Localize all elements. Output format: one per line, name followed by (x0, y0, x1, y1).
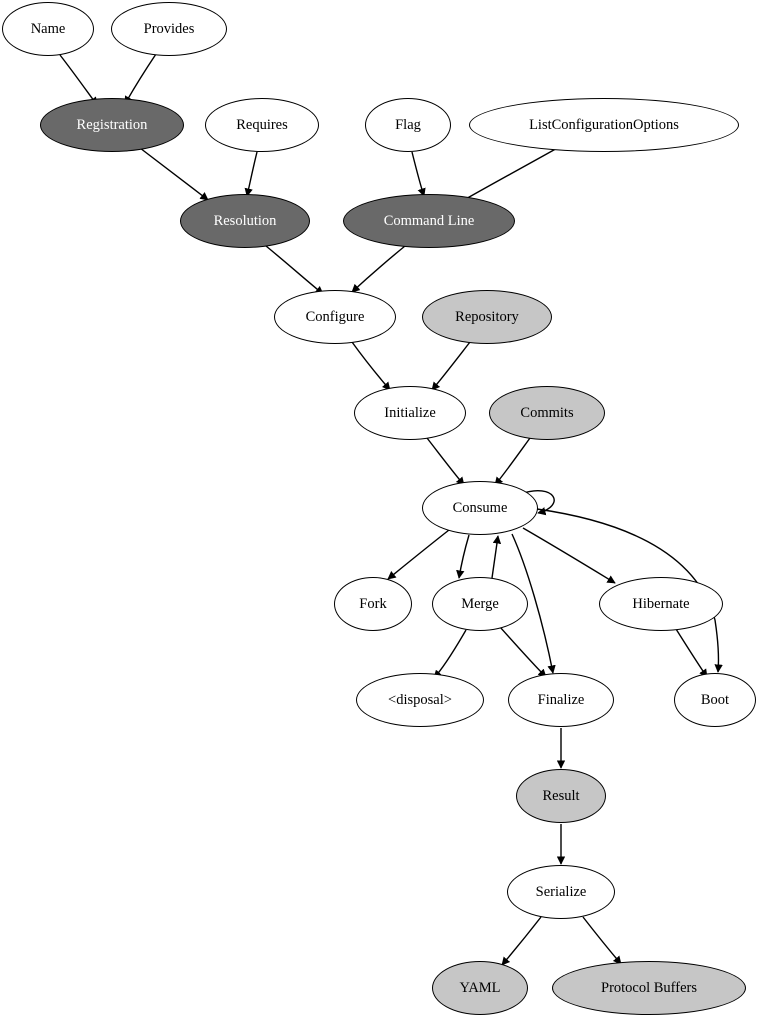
node-label: Serialize (535, 883, 587, 900)
node-requires[interactable] (205, 98, 319, 152)
node-label: Merge (461, 595, 499, 612)
node-label: ListConfigurationOptions (529, 116, 679, 133)
node-result[interactable] (516, 769, 606, 823)
node-label: Initialize (384, 404, 436, 421)
node-label: Requires (236, 116, 288, 133)
node-configure[interactable] (274, 290, 396, 344)
node-label: Consume (452, 499, 508, 516)
node-consume[interactable] (422, 481, 538, 535)
node-label: Name (30, 20, 66, 37)
node-label: Hibernate (632, 595, 690, 612)
node-disposal[interactable] (356, 673, 484, 727)
node-resolution[interactable] (180, 194, 310, 248)
node-commits[interactable] (489, 386, 605, 440)
node-listconfigurationoptions[interactable] (469, 98, 739, 152)
node-name[interactable] (2, 2, 94, 56)
node-protocol-buffers[interactable] (552, 961, 746, 1015)
node-label: Commits (520, 404, 574, 421)
node-serialize[interactable] (507, 865, 615, 919)
node-label: Resolution (213, 212, 277, 229)
node-label: YAML (459, 979, 501, 996)
node-label: Result (542, 787, 580, 804)
node-label: <disposal> (388, 691, 452, 708)
node-label: Registration (76, 116, 148, 133)
node-repository[interactable] (422, 290, 552, 344)
node-label: Command Line (383, 212, 475, 229)
node-registration[interactable] (40, 98, 184, 152)
node-finalize[interactable] (508, 673, 614, 727)
node-merge[interactable] (432, 577, 528, 631)
node-label: Configure (305, 308, 365, 325)
node-label: Boot (700, 691, 730, 708)
node-label: Provides (143, 20, 195, 37)
node-command-line[interactable] (343, 194, 515, 248)
node-label: Protocol Buffers (601, 979, 697, 996)
node-initialize[interactable] (354, 386, 466, 440)
node-label: Flag (395, 116, 421, 133)
node-boot[interactable] (674, 673, 756, 727)
node-provides[interactable] (111, 2, 227, 56)
node-label: Finalize (537, 691, 585, 708)
node-yaml[interactable] (432, 961, 528, 1015)
node-hibernate[interactable] (599, 577, 723, 631)
node-label: Fork (359, 595, 387, 612)
node-flag[interactable] (365, 98, 451, 152)
node-fork[interactable] (334, 577, 412, 631)
node-label: Repository (455, 308, 519, 325)
